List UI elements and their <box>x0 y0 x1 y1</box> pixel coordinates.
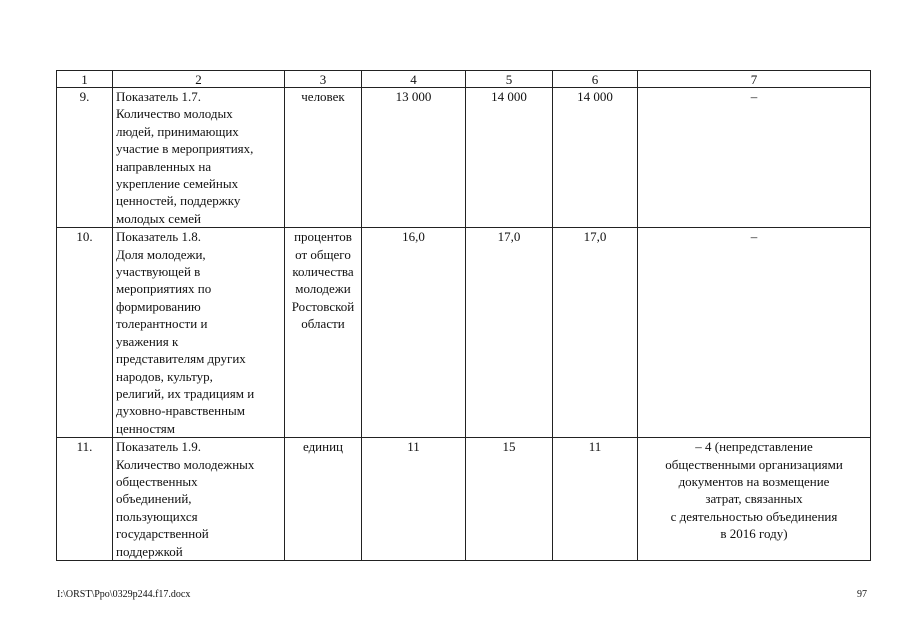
value-col-5: 14 000 <box>466 88 553 228</box>
indicator-table <box>56 70 871 561</box>
table-row <box>57 438 871 561</box>
note-cell: – <box>638 88 871 228</box>
header-col-4: 4 <box>362 71 466 88</box>
header-col-7: 7 <box>638 71 871 88</box>
unit-of-measure: процентов от общего количества молодежи Ростовской области <box>285 228 362 438</box>
unit-of-measure: единиц <box>285 438 362 561</box>
table-header-row <box>57 71 871 88</box>
indicator-name: Показатель 1.8. Доля молодежи, участвующей в мероприятиях по формированию толерантности и уважения к представителям других народов, культур, религий, их традициям и духовно-нравственным ценностям <box>113 228 285 438</box>
value-col-6: 11 <box>553 438 638 561</box>
table-row <box>57 88 871 228</box>
indicator-name: Показатель 1.7. Количество молодых людей, принимающих участие в мероприятиях, направленных на укрепление семейных ценностей, поддержку молодых семей <box>113 88 285 228</box>
value-col-4: 11 <box>362 438 466 561</box>
value-col-4: 16,0 <box>362 228 466 438</box>
row-number: 10. <box>57 228 113 438</box>
value-col-5: 17,0 <box>466 228 553 438</box>
table-row <box>57 228 871 438</box>
header-col-5: 5 <box>466 71 553 88</box>
row-number: 11. <box>57 438 113 561</box>
header-col-1: 1 <box>57 71 113 88</box>
footer-file-path: I:\ORST\Ppo\0329p244.f17.docx <box>57 589 191 600</box>
page-number: 97 <box>857 589 867 600</box>
note-cell: – <box>638 228 871 438</box>
value-col-6: 14 000 <box>553 88 638 228</box>
value-col-4: 13 000 <box>362 88 466 228</box>
unit-of-measure: человек <box>285 88 362 228</box>
value-col-6: 17,0 <box>553 228 638 438</box>
row-number: 9. <box>57 88 113 228</box>
header-col-2: 2 <box>113 71 285 88</box>
value-col-5: 15 <box>466 438 553 561</box>
indicator-name: Показатель 1.9. Количество молодежных общественных объединений, пользующихся государственной поддержкой <box>113 438 285 561</box>
note-cell: – 4 (непредставление общественными организациями документов на возмещение затрат, связанных с деятельностью объединения в 2016 году) <box>638 438 871 561</box>
header-col-6: 6 <box>553 71 638 88</box>
header-col-3: 3 <box>285 71 362 88</box>
